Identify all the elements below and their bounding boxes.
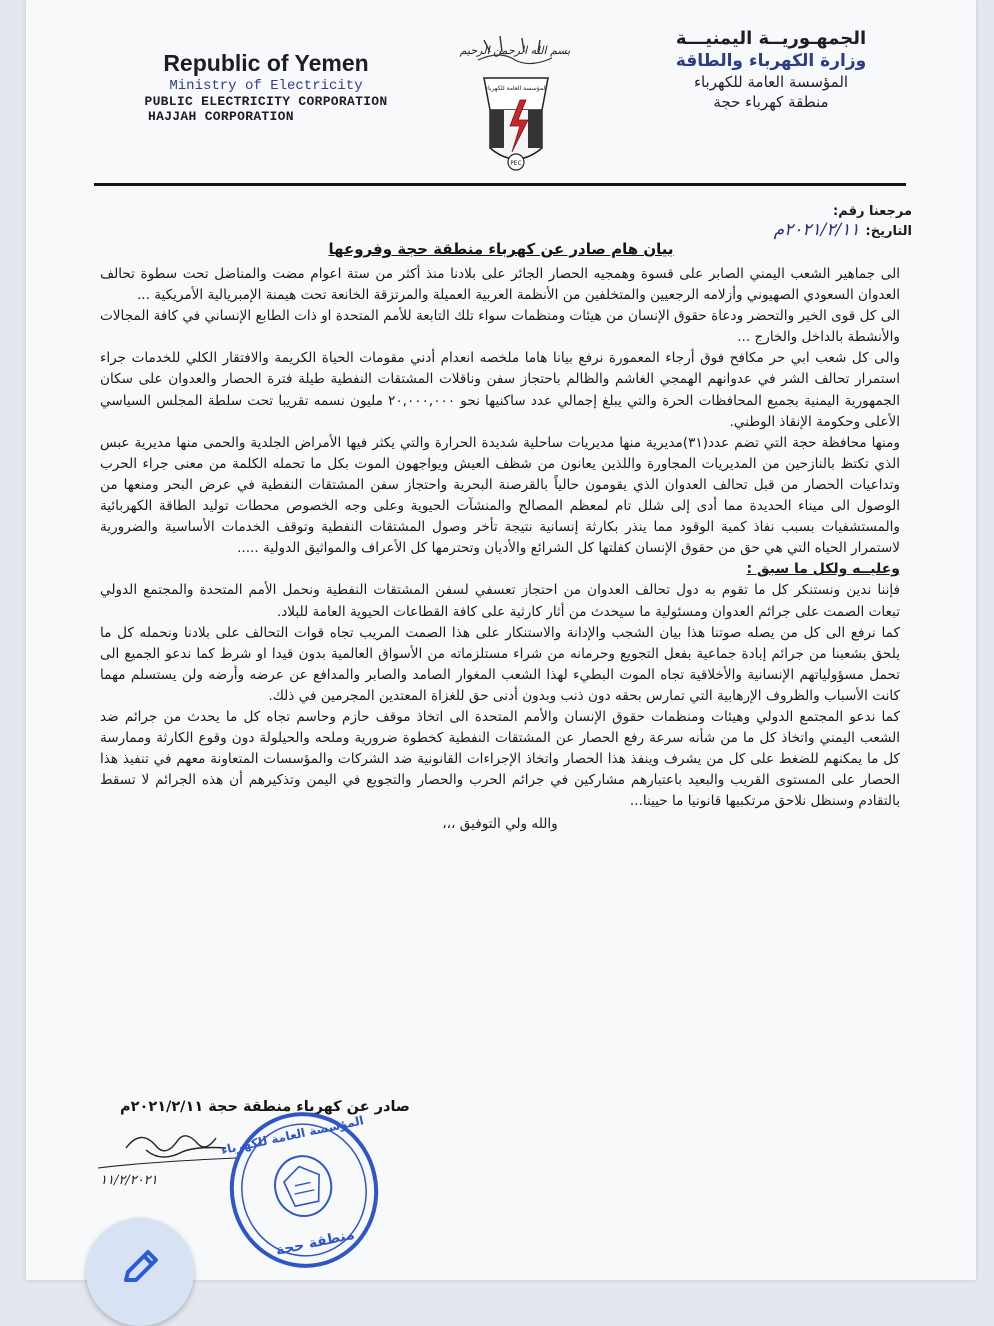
basmala-calligraphy — [459, 30, 571, 68]
reference-label: مرجعنا رقم: — [833, 204, 912, 219]
statement-paragraph: الى كل قوى الخير والتحضر ودعاة حقوق الإنسان من هيئات ومنظمات سواء تلك التابعة للأمم المتحدة او ذات الطابع الإنساني في كافة المجالات والأنشطة بالداخل والخارج ... — [100, 308, 900, 346]
date-value: ٢٠٢١/٢/١١م — [773, 220, 860, 240]
arabic-letterhead — [646, 28, 896, 111]
statement-title: بيان هام صادر عن كهرباء منطقة حجة وفروعها — [328, 240, 674, 258]
conclusion-paragraph: كما نرفع الى كل من يصله صوتنا هذا بيان الشجب والإدانة والاستنكار على هذا الصمت المريب تجاه قوات التحالف على بلادنا ونحمله كل ما يلحق بشعبنا من جرائم إبادة جماعية بفعل التجويع وحرمانه من شراء مستلزماته من الأسواق العالمية بدون قيدا او شرط كما ندعو الجميع الى تحمل مسؤولياتهم الإنسانية والأخلاقية تجاه الموت البطيء لهذا الشعب المغوار الصامد والصابر والمدافع عن عرضه وأرضه ولن يستسلم مهما كانت الأسباب والظروف الإرهابية التي تمارس بحقه دون ذنب وبدون أدنى حق للغزاة المعتدين المجرمين في ذلك. — [100, 624, 900, 704]
conclusion-paragraph: فإننا ندين ونستنكر كل ما تقوم به دول تحالف العدوان من احتجاز تعسفي لسفن المشتقات النفطية ونحمل الأمم المتحدة والمجتمع الدولي تبعات الصمت على جرائم العدوان ومسئولية ما سيحدث من أثار كارثية على كافة القطاعات الحيوية العامة للبلاد. — [100, 582, 900, 620]
ministry-name-ar: وزارة الكهرباء والطاقة — [675, 51, 867, 71]
date-label: التاريخ: — [865, 224, 912, 239]
signature-date: ١١/٢/٢٠٢١ — [100, 1173, 158, 1188]
pec-logo-icon — [476, 70, 556, 175]
statement-paragraph: ومنها محافظة حجة التي تضم عدد(٣١)مديرية منها مديريات ساحلية شديدة الحرارة والتي يكثر فيها الأمراض الجلدية والحمى منها مديرية عبس الذي تكتظ بالنازحين من المديريات المجاورة واللذين يعانون من شظف العيش ويواجهون الموت بكل ما تحمله الكلمة من معنى جراء الحرب وتداعيات الحصار من قبل تحالف العدوان الذي يقومون حالياً بالقرصنة البحرية واحتجاز سفن المشتقات النفطية في عرض البحر ومنعها من الوصول الى ميناء الحديدة مما أدى إلى شلل تام لمعظم المصالح والمنشآت الحيوية وعلى وجه الخصوص محطات توليد الطاقة الكهربائية والمستشفيات بسبب نفاذ كمية الوقود مما ينذر بكارثة إنسانية نتيجة تأخر وصول المشتقات النفطية وتوقف الخدمات الأساسية والضرورية لاستمرار الحياه التي هي حق من حقوق الإنسان كفلتها كل الشرائع والأديان وتحترمها كل الأعراف والمواثيق الدولية ..... — [100, 434, 900, 557]
header-divider — [94, 183, 906, 186]
statement-body — [100, 264, 900, 836]
date-row — [774, 221, 912, 241]
reference-block — [774, 203, 912, 241]
conclusion-paragraph: كما ندعو المجتمع الدولي وهيئات ومنظمات حقوق الإنسان والأمم المتحدة الى اتخاذ موقف حازم وحاسم تجاه كل ما يحدث من جرائم ضد الشعب اليمني واتخاذ كل ما من شأنه سرعة رفع الحصار عن المشتقات النفطية كخطوة ضرورية وملحه والحيلولة دون وقوع الكارثة وممارسة كل ما يمكنهم للضغط على كل من يشرف وينفذ هذا الحصار واتخاذ الإجراءات القانونية ضد الشركات والمؤسسات المتعاونة معهم في تنفيذ هذا الحصار على المستوى القريب والبعيد باعتبارهم مشاركين في جرائم الحرب والحصار والتجويع في اليمن وتذكيرهم أن هذه الجرائم لا تسقط بالتقادم وسنظل نلاحق مرتكبيها قانونيا ما حيينا... — [100, 708, 900, 810]
country-name-ar: الجمهـوريــة اليمنيـــة — [675, 28, 867, 49]
ministry-name-en: Ministry of Electricity — [169, 78, 363, 94]
official-stamp — [219, 1108, 384, 1273]
closing-line: والله ولي التوفيق ،،، — [442, 816, 558, 833]
handwritten-signature — [86, 1118, 246, 1198]
branch-name-ar: منطقة كهرباء حجة — [713, 93, 829, 111]
stamp-outer-text: المؤسسة العامة للكهرباء — [219, 1113, 365, 1158]
section-heading: وعليــه ولكل ما سبق : — [746, 561, 900, 578]
logo-abbr: PEC — [510, 160, 522, 167]
issued-by-line: صادر عن كهرباء منطقة حجة ٢٠٢١/٢/١١م — [120, 1099, 410, 1115]
stamp-inner-text: منطقة حجة — [274, 1226, 357, 1259]
statement-paragraph: والى كل شعب ابي حر مكافح فوق أرجاء المعمورة نرفع بيانا هاما ملخصه انعدام أدني مقومات الحياة الكريمة والافتقار الكلي للخدمات جراء استمرار تحالف الشر في عدوانهم الهمجي الغاشم والظالم باحتجاز سفن وناقلات المشتقات النفطية طيلة فترة الحصار والعدوان على سكان الجمهورية اليمنية بجميع المحافظات الحرة والتي يبلغ إجمالي عدد ساكنيها نحو ٢٠,٠٠٠,٠٠٠ مليون نسمه تقريبا تحت سلطة المجلس السياسي الأعلى وحكومة الإنقاذ الوطني. — [100, 350, 900, 430]
corporation-name-ar: المؤسسة العامة للكهرباء — [693, 73, 849, 91]
edit-pencil-icon — [116, 1244, 164, 1292]
country-name-en: Republic of Yemen — [163, 50, 369, 76]
statement-paragraph: الى جماهير الشعب اليمني الصابر على قسوة وهمجيه الحصار الجائر على بلادنا منذ أكثر من ستة اعوام مضت والمناضل تحت سطوة تحالف العدوان السعودي الصهيوني وأزلامه الرجعيين والمتخلفين من الأنظمة العربية العميلة والمرتزقة الخانعة تحت هيمنة الإمبريالية الأمريكية ... — [100, 266, 900, 304]
edit-floating-button[interactable] — [86, 1218, 194, 1326]
corporation-name-en: PUBLIC ELECTRICITY CORPORATION — [144, 94, 388, 109]
document-page — [26, 0, 976, 1280]
basmala-text: بسم الله الرحمن الرحيم — [459, 44, 571, 57]
logo-arabic-text: المؤسسة العامة للكهرباء — [485, 85, 547, 92]
branch-name-en: HAJJAH CORPORATION — [148, 109, 294, 124]
english-letterhead — [96, 50, 436, 124]
